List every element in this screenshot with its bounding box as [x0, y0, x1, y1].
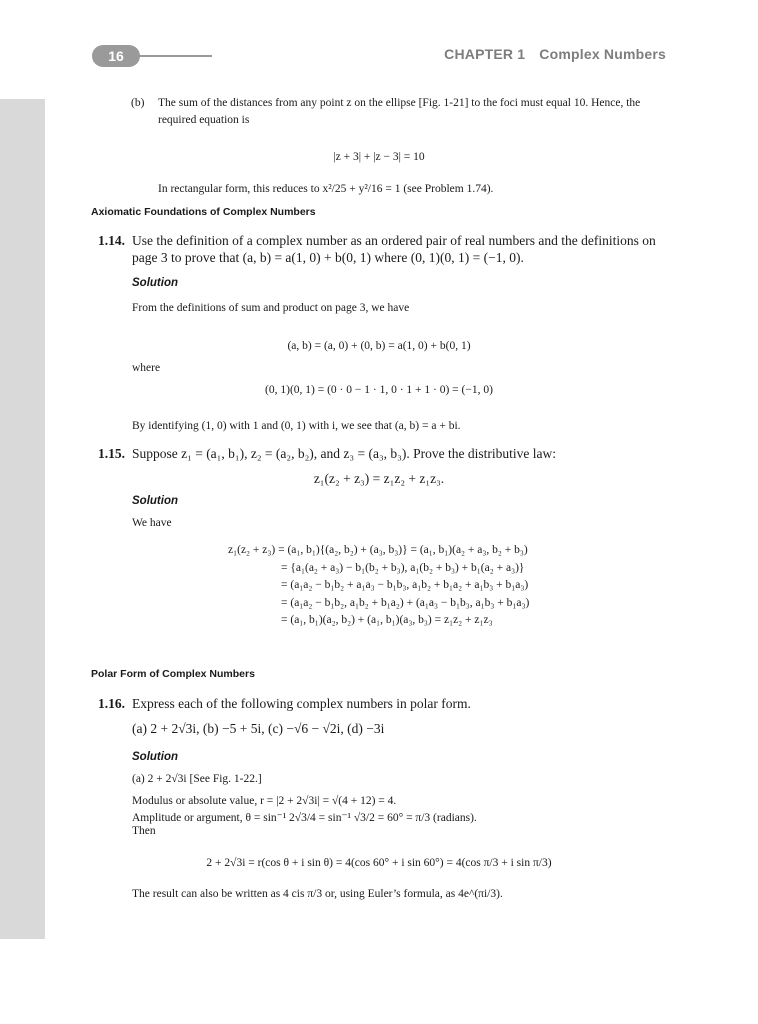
- problem-1-14: [98, 233, 656, 249]
- section-heading-axiomatic: Axiomatic Foundations of Complex Numbers: [91, 206, 316, 218]
- chapter-label: CHAPTER 1: [444, 46, 526, 62]
- equation-product: (0, 1)(0, 1) = (0 · 0 − 1 · 1, 0 · 1 + 1 · 0) = (−1, 0): [265, 384, 493, 396]
- ellipse-equation: |z + 3| + |z − 3| = 10: [333, 151, 425, 163]
- problem-number: 1.16.: [98, 696, 125, 711]
- problem-text-line2: page 3 to prove that (a, b) = a(1, 0) + b(0, 1) where (0, 1)(0, 1) = (−1, 0).: [132, 250, 524, 265]
- solution-part-a: (a) 2 + 2√3i [See Fig. 1-22.]: [132, 773, 262, 785]
- section-heading-polar: Polar Form of Complex Numbers: [91, 668, 255, 680]
- problem-text-line1: Suppose z₁ = (a₁, b₁), z₂ = (a₂, b₂), and z₃ = (a₃, b₃). Prove the distributive law:: [132, 446, 556, 461]
- problem-1-15: [98, 446, 556, 462]
- page-margin-band: [0, 99, 45, 939]
- where-label: where: [132, 362, 161, 374]
- part-b-text-line2: required equation is: [158, 114, 250, 126]
- chapter-title: Complex Numbers: [539, 46, 666, 62]
- solution-label: Solution: [132, 277, 178, 289]
- problem-text-line1: Express each of the following complex numbers in polar form.: [132, 696, 471, 711]
- polar-form-equation: 2 + 2√3i = r(cos θ + i sin θ) = 4(cos 60° + i sin 60°) = 4(cos π/3 + i sin π/3): [206, 857, 552, 869]
- derivation-line: = {a₁(a₂ + a₃) − b₁(b₂ + b₃), a₁(b₂ + b₃) + b₁(a₂ + a₃)}: [281, 562, 525, 574]
- derivation-line: = (a₁a₂ − b₁b₂, a₁b₂ + b₁a₂) + (a₁a₃ − b₁b₃, a₁b₃ + b₁a₃): [281, 597, 530, 609]
- problem-number: 1.15.: [98, 446, 125, 461]
- solution-label: Solution: [132, 495, 178, 507]
- derivation-line: = (a₁, b₁)(a₂, b₂) + (a₁, b₁)(a₃, b₃) = z₁z₂ + z₁z₃: [281, 614, 493, 626]
- derivation-line: = (a₁a₂ − b₁b₂ + a₁a₃ − b₁b₃, a₁b₂ + b₁a₂ + a₁b₃ + b₁a₃): [281, 579, 529, 591]
- solution-label: Solution: [132, 751, 178, 763]
- problem-parts: (a) 2 + 2√3i, (b) −5 + 5i, (c) −√6 − √2i, (d) −3i: [132, 721, 385, 736]
- part-b-label: (b): [131, 97, 145, 109]
- derivation-line: z₁(z₂ + z₃) = (a₁, b₁){(a₂, b₂) + (a₃, b₃)} = (a₁, b₁)(a₂ + a₃, b₂ + b₃): [228, 544, 528, 556]
- modulus-line: Modulus or absolute value, r = |2 + 2√3i| = √(4 + 12) = 4.: [132, 795, 397, 807]
- problem-1-16: [98, 696, 471, 712]
- part-b-text-line1: The sum of the distances from any point z on the ellipse [Fig. 1-21] to the foci must equal 10. Hence, the: [158, 97, 641, 109]
- amplitude-line: Amplitude or argument, θ = sin⁻¹ 2√3/4 = sin⁻¹ √3/2 = 60° = π/3 (radians).: [132, 812, 477, 824]
- distributive-law: z₁(z₂ + z₃) = z₁z₂ + z₁z₃.: [313, 471, 445, 486]
- problem-text-line1: Use the definition of a complex number as an ordered pair of real numbers and the definitions on: [132, 233, 656, 248]
- we-have: We have: [132, 517, 172, 529]
- equation-sum: (a, b) = (a, 0) + (0, b) = a(1, 0) + b(0, 1): [287, 340, 471, 352]
- then-label: Then: [132, 825, 156, 837]
- running-header: [444, 46, 666, 62]
- header-rule: [138, 55, 212, 57]
- euler-form: The result can also be written as 4 cis π/3 or, using Euler’s formula, as 4e^(πi/3).: [132, 888, 503, 900]
- solution-conclusion: By identifying (1, 0) with 1 and (0, 1) with i, we see that (a, b) = a + bi.: [132, 420, 461, 432]
- rectangular-form: In rectangular form, this reduces to x²/25 + y²/16 = 1 (see Problem 1.74).: [158, 183, 494, 195]
- problem-number: 1.14.: [98, 233, 125, 248]
- solution-intro: From the definitions of sum and product on page 3, we have: [132, 302, 410, 314]
- page-number: 16: [92, 45, 140, 67]
